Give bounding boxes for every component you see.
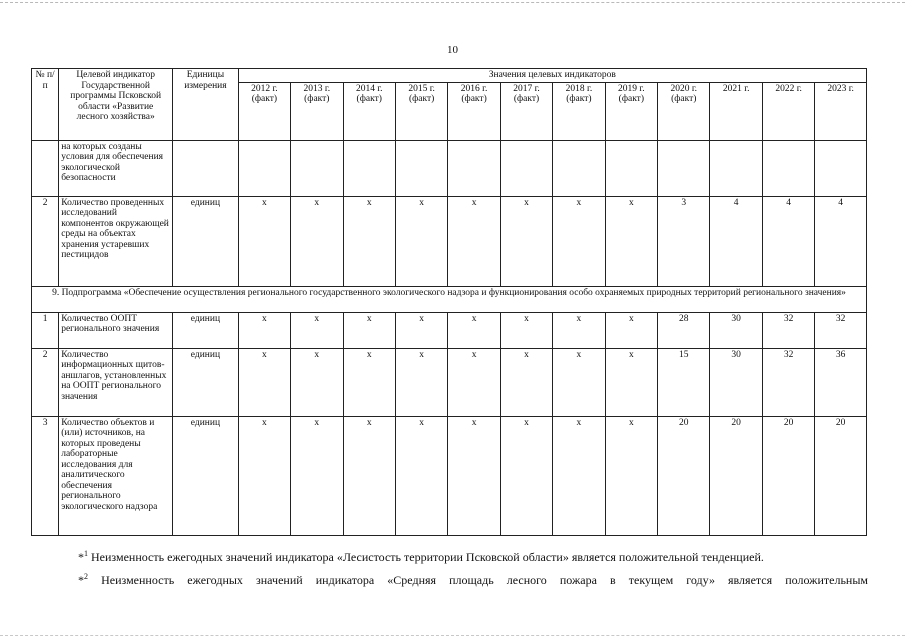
row-value: x — [238, 348, 290, 416]
table-row — [32, 348, 867, 416]
row-unit — [173, 140, 239, 196]
row-unit: единиц — [173, 196, 239, 286]
footnote-mark: * — [78, 550, 84, 564]
header-year: 2020 г. (факт) — [658, 82, 710, 140]
row-value: x — [395, 348, 447, 416]
footnote-text: Неизменность ежегодных значений индикатора «Лесистость территории Псковской области» является положительной тенденцией. — [91, 550, 764, 564]
table-row — [32, 140, 867, 196]
row-value: x — [500, 348, 552, 416]
row-value: 32 — [762, 348, 814, 416]
row-value — [710, 140, 762, 196]
row-value: x — [395, 312, 447, 348]
row-value: x — [500, 416, 552, 535]
row-value: x — [553, 348, 605, 416]
footnote-sup: 1 — [84, 549, 88, 558]
subprogram-row — [32, 286, 867, 312]
header-units: Единицы измерения — [173, 69, 239, 141]
footnote-sup: 2 — [84, 572, 88, 581]
header-year: 2018 г. (факт) — [553, 82, 605, 140]
row-value: 20 — [710, 416, 762, 535]
row-value — [605, 140, 657, 196]
row-value: x — [448, 348, 500, 416]
row-value: x — [553, 416, 605, 535]
row-value — [500, 140, 552, 196]
row-unit: единиц — [173, 416, 239, 535]
row-indicator-name: на которых созданы условия для обеспечения экологической безопасности — [59, 140, 173, 196]
row-unit: единиц — [173, 348, 239, 416]
header-values-group: Значения целевых индикаторов — [238, 69, 866, 83]
header-year: 2017 г. (факт) — [500, 82, 552, 140]
row-value: 20 — [815, 416, 867, 535]
row-value: x — [343, 196, 395, 286]
row-value — [658, 140, 710, 196]
row-value: x — [448, 312, 500, 348]
row-value: 32 — [762, 312, 814, 348]
row-value: x — [500, 312, 552, 348]
header-year: 2022 г. — [762, 82, 814, 140]
row-unit: единиц — [173, 312, 239, 348]
row-value: x — [448, 196, 500, 286]
row-value: x — [343, 312, 395, 348]
row-value: x — [291, 196, 343, 286]
row-value: x — [605, 416, 657, 535]
header-year: 2012 г. (факт) — [238, 82, 290, 140]
page-number: 10 — [447, 44, 458, 56]
row-value — [448, 140, 500, 196]
row-value: 20 — [762, 416, 814, 535]
row-indicator-name: Количество объектов и (или) источников, на которых проведены лабораторные исследования для аналитического обеспечения регионального экологического надзора — [59, 416, 173, 535]
row-value: x — [291, 416, 343, 535]
footnote-1 — [78, 544, 868, 567]
row-value — [395, 140, 447, 196]
row-value: x — [553, 312, 605, 348]
row-value: x — [500, 196, 552, 286]
row-value: 30 — [710, 348, 762, 416]
row-value — [815, 140, 867, 196]
footnote-text: Неизменность ежегодных значений индикатора «Средняя площадь лесного пожара в текущем году» является положительным — [101, 573, 868, 587]
header-year: 2014 г. (факт) — [343, 82, 395, 140]
indicators-table — [31, 68, 867, 536]
row-num: 1 — [32, 312, 59, 348]
header-indicator: Целевой индикатор Государственной программы Псковской области «Развитие лесного хозяйства» — [59, 69, 173, 141]
row-value: 28 — [658, 312, 710, 348]
header-year: 2019 г. (факт) — [605, 82, 657, 140]
row-value: 32 — [815, 312, 867, 348]
row-value: 20 — [658, 416, 710, 535]
header-year: 2016 г. (факт) — [448, 82, 500, 140]
row-value: 15 — [658, 348, 710, 416]
footnote-mark: * — [78, 573, 84, 587]
row-value: 4 — [762, 196, 814, 286]
footnote-2 — [78, 567, 868, 590]
row-value — [343, 140, 395, 196]
row-value: 4 — [710, 196, 762, 286]
row-value: 3 — [658, 196, 710, 286]
row-value: x — [238, 312, 290, 348]
header-year: 2013 г. (факт) — [291, 82, 343, 140]
row-value: x — [605, 312, 657, 348]
header-year: 2015 г. (факт) — [395, 82, 447, 140]
row-value: x — [448, 416, 500, 535]
top-rule — [0, 2, 905, 3]
row-value: x — [238, 416, 290, 535]
row-indicator-name: Количество проведенных исследований компонентов окружающей среды на объектах хранения устаревших пестицидов — [59, 196, 173, 286]
row-value: x — [395, 416, 447, 535]
header-year: 2021 г. — [710, 82, 762, 140]
row-value: x — [605, 348, 657, 416]
row-num: 2 — [32, 196, 59, 286]
row-value: x — [605, 196, 657, 286]
header-year: 2023 г. — [815, 82, 867, 140]
row-value: x — [238, 196, 290, 286]
table-row — [32, 312, 867, 348]
row-value: x — [395, 196, 447, 286]
row-num: 2 — [32, 348, 59, 416]
row-indicator-name: Количество ООПТ регионального значения — [59, 312, 173, 348]
bottom-rule — [0, 635, 905, 636]
row-num — [32, 140, 59, 196]
row-value: x — [553, 196, 605, 286]
row-num: 3 — [32, 416, 59, 535]
row-indicator-name: Количество информационных щитов-аншлагов, установленных на ООПТ регионального значения — [59, 348, 173, 416]
row-value: x — [343, 348, 395, 416]
row-value — [553, 140, 605, 196]
subprogram-title: 9. Подпрограмма «Обеспечение осуществления регионального государственного экологического надзора и функционирования особо охраняемых природных территорий регионального значения» — [32, 286, 867, 312]
row-value: 36 — [815, 348, 867, 416]
row-value — [238, 140, 290, 196]
row-value: 4 — [815, 196, 867, 286]
row-value: x — [291, 348, 343, 416]
header-num: № п/п — [32, 69, 59, 141]
table-row — [32, 196, 867, 286]
row-value: x — [343, 416, 395, 535]
table-row — [32, 416, 867, 535]
row-value: x — [291, 312, 343, 348]
row-value — [762, 140, 814, 196]
row-value: 30 — [710, 312, 762, 348]
footnotes — [78, 544, 868, 590]
row-value — [291, 140, 343, 196]
table-body — [32, 140, 867, 535]
